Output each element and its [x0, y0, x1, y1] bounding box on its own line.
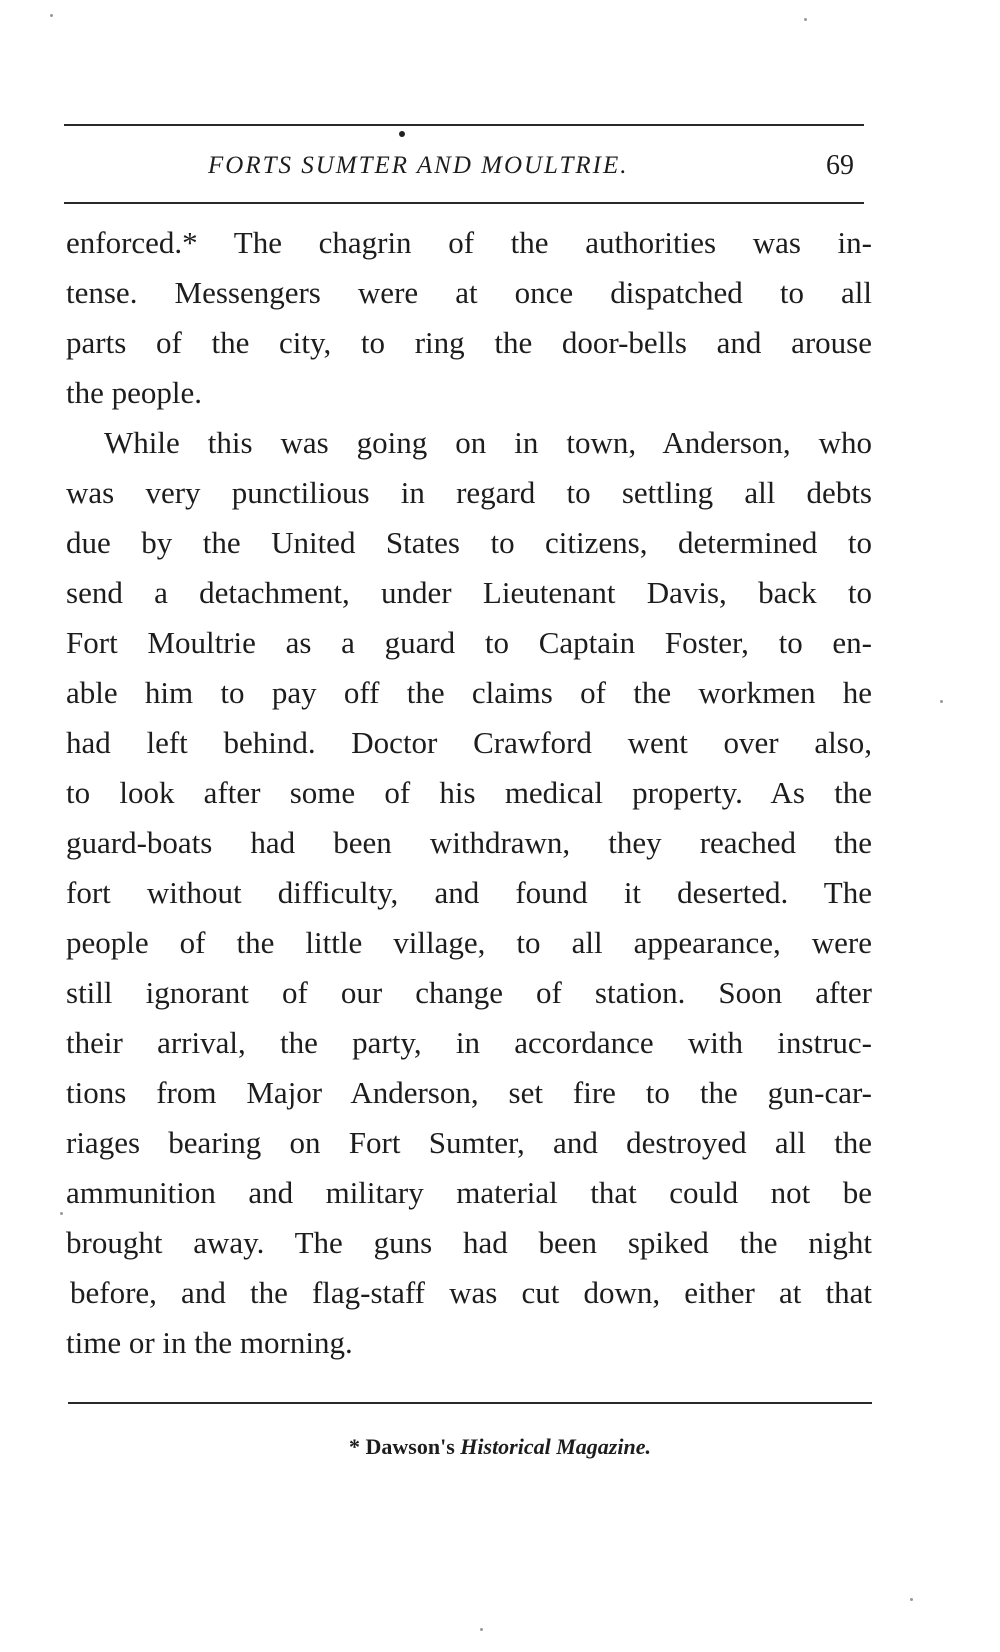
paper-speck — [480, 1628, 483, 1631]
paper-speck — [804, 18, 807, 21]
text-line: was very punctilious in regard to settling all debts — [66, 475, 872, 510]
text-line: Fort Moultrie as a guard to Captain Foster, to en- — [66, 625, 872, 660]
body-text — [66, 218, 872, 1368]
footnote — [0, 1432, 1000, 1462]
footnote-title: Historical Magazine. — [460, 1434, 651, 1459]
text-line: send a detachment, under Lieutenant Davis, back to — [66, 575, 872, 610]
paragraph-first-line: While this was going on in town, Anderson, who — [104, 425, 872, 460]
text-line: due by the United States to citizens, determined to — [66, 525, 872, 560]
text-line: tions from Major Anderson, set fire to the gun-car- — [66, 1075, 872, 1110]
running-title: FORTS SUMTER AND MOULTRIE. — [208, 152, 629, 179]
text-line: had left behind. Doctor Crawford went over also, — [66, 725, 872, 760]
text-line: guard-boats had been withdrawn, they reached the — [66, 825, 872, 860]
text-line: fort without difficulty, and found it deserted. The — [66, 875, 872, 910]
text-line: time or in the morning. — [66, 1325, 353, 1360]
text-line: before, and the flag-staff was cut down, either at that — [70, 1275, 872, 1310]
text-line: to look after some of his medical property. As the — [66, 775, 872, 810]
text-line: parts of the city, to ring the door-bells and arouse — [66, 325, 872, 360]
paper-speck — [60, 1212, 63, 1215]
running-head — [0, 148, 1000, 184]
text-line: people of the little village, to all appearance, were — [66, 925, 872, 960]
header-ornament-dot — [399, 131, 405, 137]
text-line: riages bearing on Fort Sumter, and destroyed all the — [66, 1125, 872, 1160]
text-line: ammunition and military material that could not be — [66, 1175, 872, 1210]
footnote-prefix: * Dawson's — [349, 1434, 455, 1459]
footnote-rule — [68, 1402, 872, 1404]
header-top-rule — [64, 124, 864, 126]
header-bottom-rule — [64, 202, 864, 204]
text-line: still ignorant of our change of station. Soon after — [66, 975, 872, 1010]
text-line: able him to pay off the claims of the workmen he — [66, 675, 872, 710]
page-number: 69 — [826, 150, 854, 181]
text-line: the people. — [66, 375, 203, 410]
text-line: brought away. The guns had been spiked the night — [66, 1225, 872, 1260]
text-line: enforced.* The chagrin of the authorities was in- — [66, 225, 872, 260]
text-line: tense. Messengers were at once dispatched to all — [66, 275, 872, 310]
paper-speck — [910, 1598, 913, 1601]
paper-speck — [50, 14, 53, 17]
paper-speck — [940, 700, 943, 703]
text-line: their arrival, the party, in accordance with instruc- — [66, 1025, 872, 1060]
